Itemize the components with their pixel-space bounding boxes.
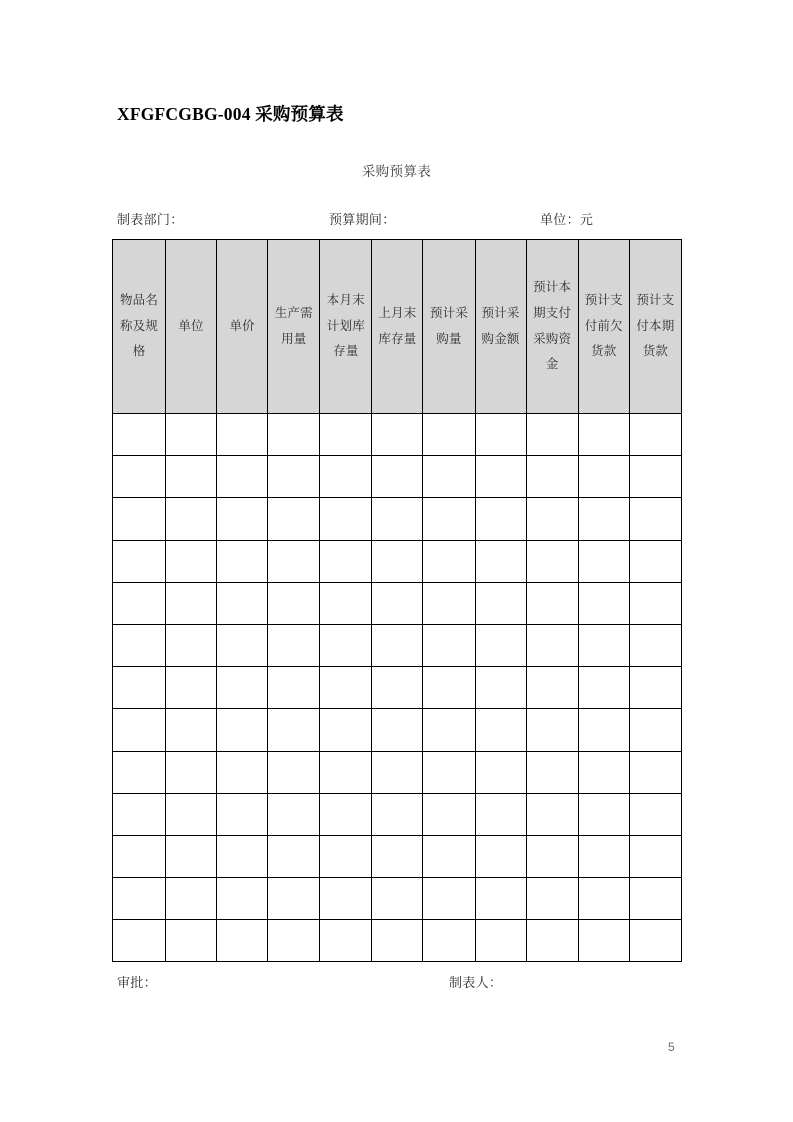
table-cell[interactable] (423, 835, 475, 877)
table-cell[interactable] (578, 540, 629, 582)
table-header-label: 本月末计划库存量 (326, 293, 365, 359)
table-header-cell-5 (372, 240, 423, 414)
table-row (113, 498, 682, 540)
table-cell[interactable] (113, 414, 166, 456)
table-cell[interactable] (268, 751, 320, 793)
table-cell[interactable] (320, 751, 372, 793)
table-header-cell-3 (268, 240, 320, 414)
table-row (113, 414, 682, 456)
table-cell[interactable] (578, 667, 629, 709)
table-cell[interactable] (320, 878, 372, 920)
table-cell[interactable] (526, 667, 578, 709)
table-cell[interactable] (526, 793, 578, 835)
table-cell[interactable] (217, 793, 268, 835)
table-cell[interactable] (217, 667, 268, 709)
table-cell[interactable] (268, 835, 320, 877)
table-cell[interactable] (526, 582, 578, 624)
table-cell[interactable] (629, 624, 681, 666)
table-cell[interactable] (320, 414, 372, 456)
footer-row (117, 972, 683, 992)
table-cell[interactable] (320, 709, 372, 751)
budget-period-label: 预算期间： (329, 212, 396, 227)
table-cell[interactable] (268, 582, 320, 624)
table-cell[interactable] (526, 498, 578, 540)
table-header-label: 物品名称及规格 (119, 293, 159, 359)
table-cell[interactable] (629, 456, 681, 498)
table-cell[interactable] (268, 540, 320, 582)
table-header (113, 240, 682, 414)
table-cell[interactable] (578, 920, 629, 962)
table-row (113, 709, 682, 751)
table-cell[interactable] (629, 835, 681, 877)
table-cell[interactable] (475, 793, 526, 835)
table-cell[interactable] (320, 835, 372, 877)
table-cell[interactable] (268, 498, 320, 540)
table-cell[interactable] (166, 414, 217, 456)
table-cell[interactable] (578, 582, 629, 624)
table-cell[interactable] (629, 582, 681, 624)
table-cell[interactable] (166, 540, 217, 582)
table-header-row (113, 240, 682, 414)
table-cell[interactable] (475, 582, 526, 624)
table-cell[interactable] (113, 878, 166, 920)
table-cell[interactable] (475, 498, 526, 540)
table-cell[interactable] (578, 414, 629, 456)
table-cell[interactable] (113, 540, 166, 582)
table-header-cell-1 (166, 240, 217, 414)
table-cell[interactable] (217, 624, 268, 666)
table-cell[interactable] (629, 498, 681, 540)
table-cell[interactable] (475, 920, 526, 962)
table-cell[interactable] (475, 667, 526, 709)
table-cell[interactable] (268, 709, 320, 751)
table-header-label: 生产需用量 (274, 305, 313, 346)
table-cell[interactable] (423, 709, 475, 751)
table-cell[interactable] (475, 878, 526, 920)
table-row (113, 793, 682, 835)
table-cell[interactable] (217, 498, 268, 540)
table-cell[interactable] (217, 456, 268, 498)
table-cell[interactable] (320, 624, 372, 666)
table-cell[interactable] (268, 793, 320, 835)
table-row (113, 624, 682, 666)
table-cell[interactable] (372, 456, 423, 498)
table-cell[interactable] (629, 751, 681, 793)
table-cell[interactable] (629, 793, 681, 835)
table-cell[interactable] (166, 456, 217, 498)
table-header-label: 单位 (178, 318, 204, 333)
procurement-budget-table (112, 239, 682, 962)
table-cell[interactable] (113, 582, 166, 624)
table-cell[interactable] (113, 498, 166, 540)
table-sub-title: 采购预算表 (361, 164, 432, 179)
table-cell[interactable] (526, 414, 578, 456)
table-cell[interactable] (166, 624, 217, 666)
table-header-cell-6 (423, 240, 475, 414)
table-header-cell-4 (320, 240, 372, 414)
table-cell[interactable] (113, 835, 166, 877)
table-cell[interactable] (268, 920, 320, 962)
table-cell[interactable] (578, 793, 629, 835)
table-cell[interactable] (372, 498, 423, 540)
table-cell[interactable] (113, 751, 166, 793)
table-cell[interactable] (166, 667, 217, 709)
table-cell[interactable] (372, 793, 423, 835)
table-cell[interactable] (320, 540, 372, 582)
table-cell[interactable] (629, 709, 681, 751)
table-cell[interactable] (526, 751, 578, 793)
table-cell[interactable] (113, 667, 166, 709)
table-cell[interactable] (423, 920, 475, 962)
table-cell[interactable] (526, 878, 578, 920)
table-cell[interactable] (578, 498, 629, 540)
table-cell[interactable] (526, 624, 578, 666)
table-header-label: 预计支付本期货款 (636, 293, 675, 359)
table-cell[interactable] (578, 709, 629, 751)
table-cell[interactable] (578, 835, 629, 877)
table-cell[interactable] (166, 793, 217, 835)
table-cell[interactable] (217, 920, 268, 962)
table-cell[interactable] (166, 878, 217, 920)
table-cell[interactable] (423, 667, 475, 709)
table-header-cell-0 (113, 240, 166, 414)
table-cell[interactable] (320, 498, 372, 540)
table-cell[interactable] (320, 667, 372, 709)
document-title: XFGFCGBG-004 采购预算表 (117, 104, 344, 124)
table-cell[interactable] (217, 835, 268, 877)
table-cell[interactable] (629, 414, 681, 456)
table-cell[interactable] (166, 920, 217, 962)
table-cell[interactable] (113, 456, 166, 498)
table-cell[interactable] (475, 540, 526, 582)
table-cell[interactable] (423, 793, 475, 835)
table-cell[interactable] (578, 751, 629, 793)
table-cell[interactable] (372, 667, 423, 709)
table-cell[interactable] (268, 414, 320, 456)
currency-unit-label: 单位：元 (540, 212, 594, 227)
table-row (113, 540, 682, 582)
table-cell[interactable] (268, 878, 320, 920)
table-cell[interactable] (372, 751, 423, 793)
table-cell[interactable] (526, 709, 578, 751)
table-cell[interactable] (475, 751, 526, 793)
table-cell[interactable] (423, 582, 475, 624)
table-cell[interactable] (475, 456, 526, 498)
table-cell[interactable] (217, 709, 268, 751)
table-cell[interactable] (372, 878, 423, 920)
table-cell[interactable] (372, 540, 423, 582)
table-header-cell-10 (629, 240, 681, 414)
table-cell[interactable] (423, 414, 475, 456)
table-row (113, 878, 682, 920)
table-cell[interactable] (320, 920, 372, 962)
table-cell[interactable] (113, 920, 166, 962)
preparer-label: 制表人： (449, 975, 503, 990)
table-cell[interactable] (372, 920, 423, 962)
table-cell[interactable] (217, 540, 268, 582)
table-cell[interactable] (166, 751, 217, 793)
table-header-label: 预计本期支付采购资金 (533, 280, 572, 372)
table-cell[interactable] (113, 709, 166, 751)
table-cell[interactable] (113, 624, 166, 666)
table-header-cell-2 (217, 240, 268, 414)
table-cell[interactable] (372, 624, 423, 666)
table-cell[interactable] (629, 920, 681, 962)
page-number: 5 (668, 1040, 675, 1054)
table-cell[interactable] (475, 624, 526, 666)
meta-row (117, 209, 683, 229)
table-cell[interactable] (526, 835, 578, 877)
table-cell[interactable] (217, 582, 268, 624)
table-cell[interactable] (268, 456, 320, 498)
table-cell[interactable] (268, 667, 320, 709)
table-cell[interactable] (166, 582, 217, 624)
table-cell[interactable] (578, 456, 629, 498)
table-cell[interactable] (113, 793, 166, 835)
table-cell[interactable] (526, 540, 578, 582)
table-cell[interactable] (526, 920, 578, 962)
table-cell[interactable] (578, 878, 629, 920)
table-cell[interactable] (578, 624, 629, 666)
table-cell[interactable] (526, 456, 578, 498)
table-cell[interactable] (372, 582, 423, 624)
table-row (113, 751, 682, 793)
table-header-label: 单价 (229, 318, 255, 333)
table-cell[interactable] (320, 582, 372, 624)
table-row (113, 920, 682, 962)
table-cell[interactable] (423, 624, 475, 666)
table-cell[interactable] (268, 624, 320, 666)
table-cell[interactable] (320, 793, 372, 835)
table-row (113, 582, 682, 624)
table-cell[interactable] (372, 835, 423, 877)
table-cell[interactable] (217, 878, 268, 920)
table-cell[interactable] (372, 709, 423, 751)
table-row (113, 835, 682, 877)
table-cell[interactable] (475, 414, 526, 456)
table-row (113, 456, 682, 498)
table-cell[interactable] (629, 878, 681, 920)
table-header-cell-8 (526, 240, 578, 414)
table-cell[interactable] (629, 540, 681, 582)
table-cell[interactable] (423, 878, 475, 920)
table-cell[interactable] (217, 751, 268, 793)
department-label: 制表部门： (117, 212, 184, 227)
table-cell[interactable] (423, 540, 475, 582)
table-header-label: 预计采购量 (429, 305, 469, 346)
table-cell[interactable] (423, 498, 475, 540)
table-cell[interactable] (372, 414, 423, 456)
table-cell[interactable] (629, 667, 681, 709)
table-cell[interactable] (166, 709, 217, 751)
table-cell[interactable] (217, 414, 268, 456)
table-cell[interactable] (423, 456, 475, 498)
table-row (113, 667, 682, 709)
table-header-cell-9 (578, 240, 629, 414)
table-cell[interactable] (475, 709, 526, 751)
table-cell[interactable] (320, 456, 372, 498)
table-header-cell-7 (475, 240, 526, 414)
table-cell[interactable] (423, 751, 475, 793)
table-cell[interactable] (475, 835, 526, 877)
table-header-label: 预计支付前欠货款 (584, 293, 623, 359)
table-cell[interactable] (166, 835, 217, 877)
approval-label: 审批： (117, 975, 157, 990)
table-cell[interactable] (166, 498, 217, 540)
table-body (113, 414, 682, 962)
table-header-label: 上月末库存量 (378, 305, 417, 346)
table-header-label: 预计采购金额 (481, 305, 520, 346)
